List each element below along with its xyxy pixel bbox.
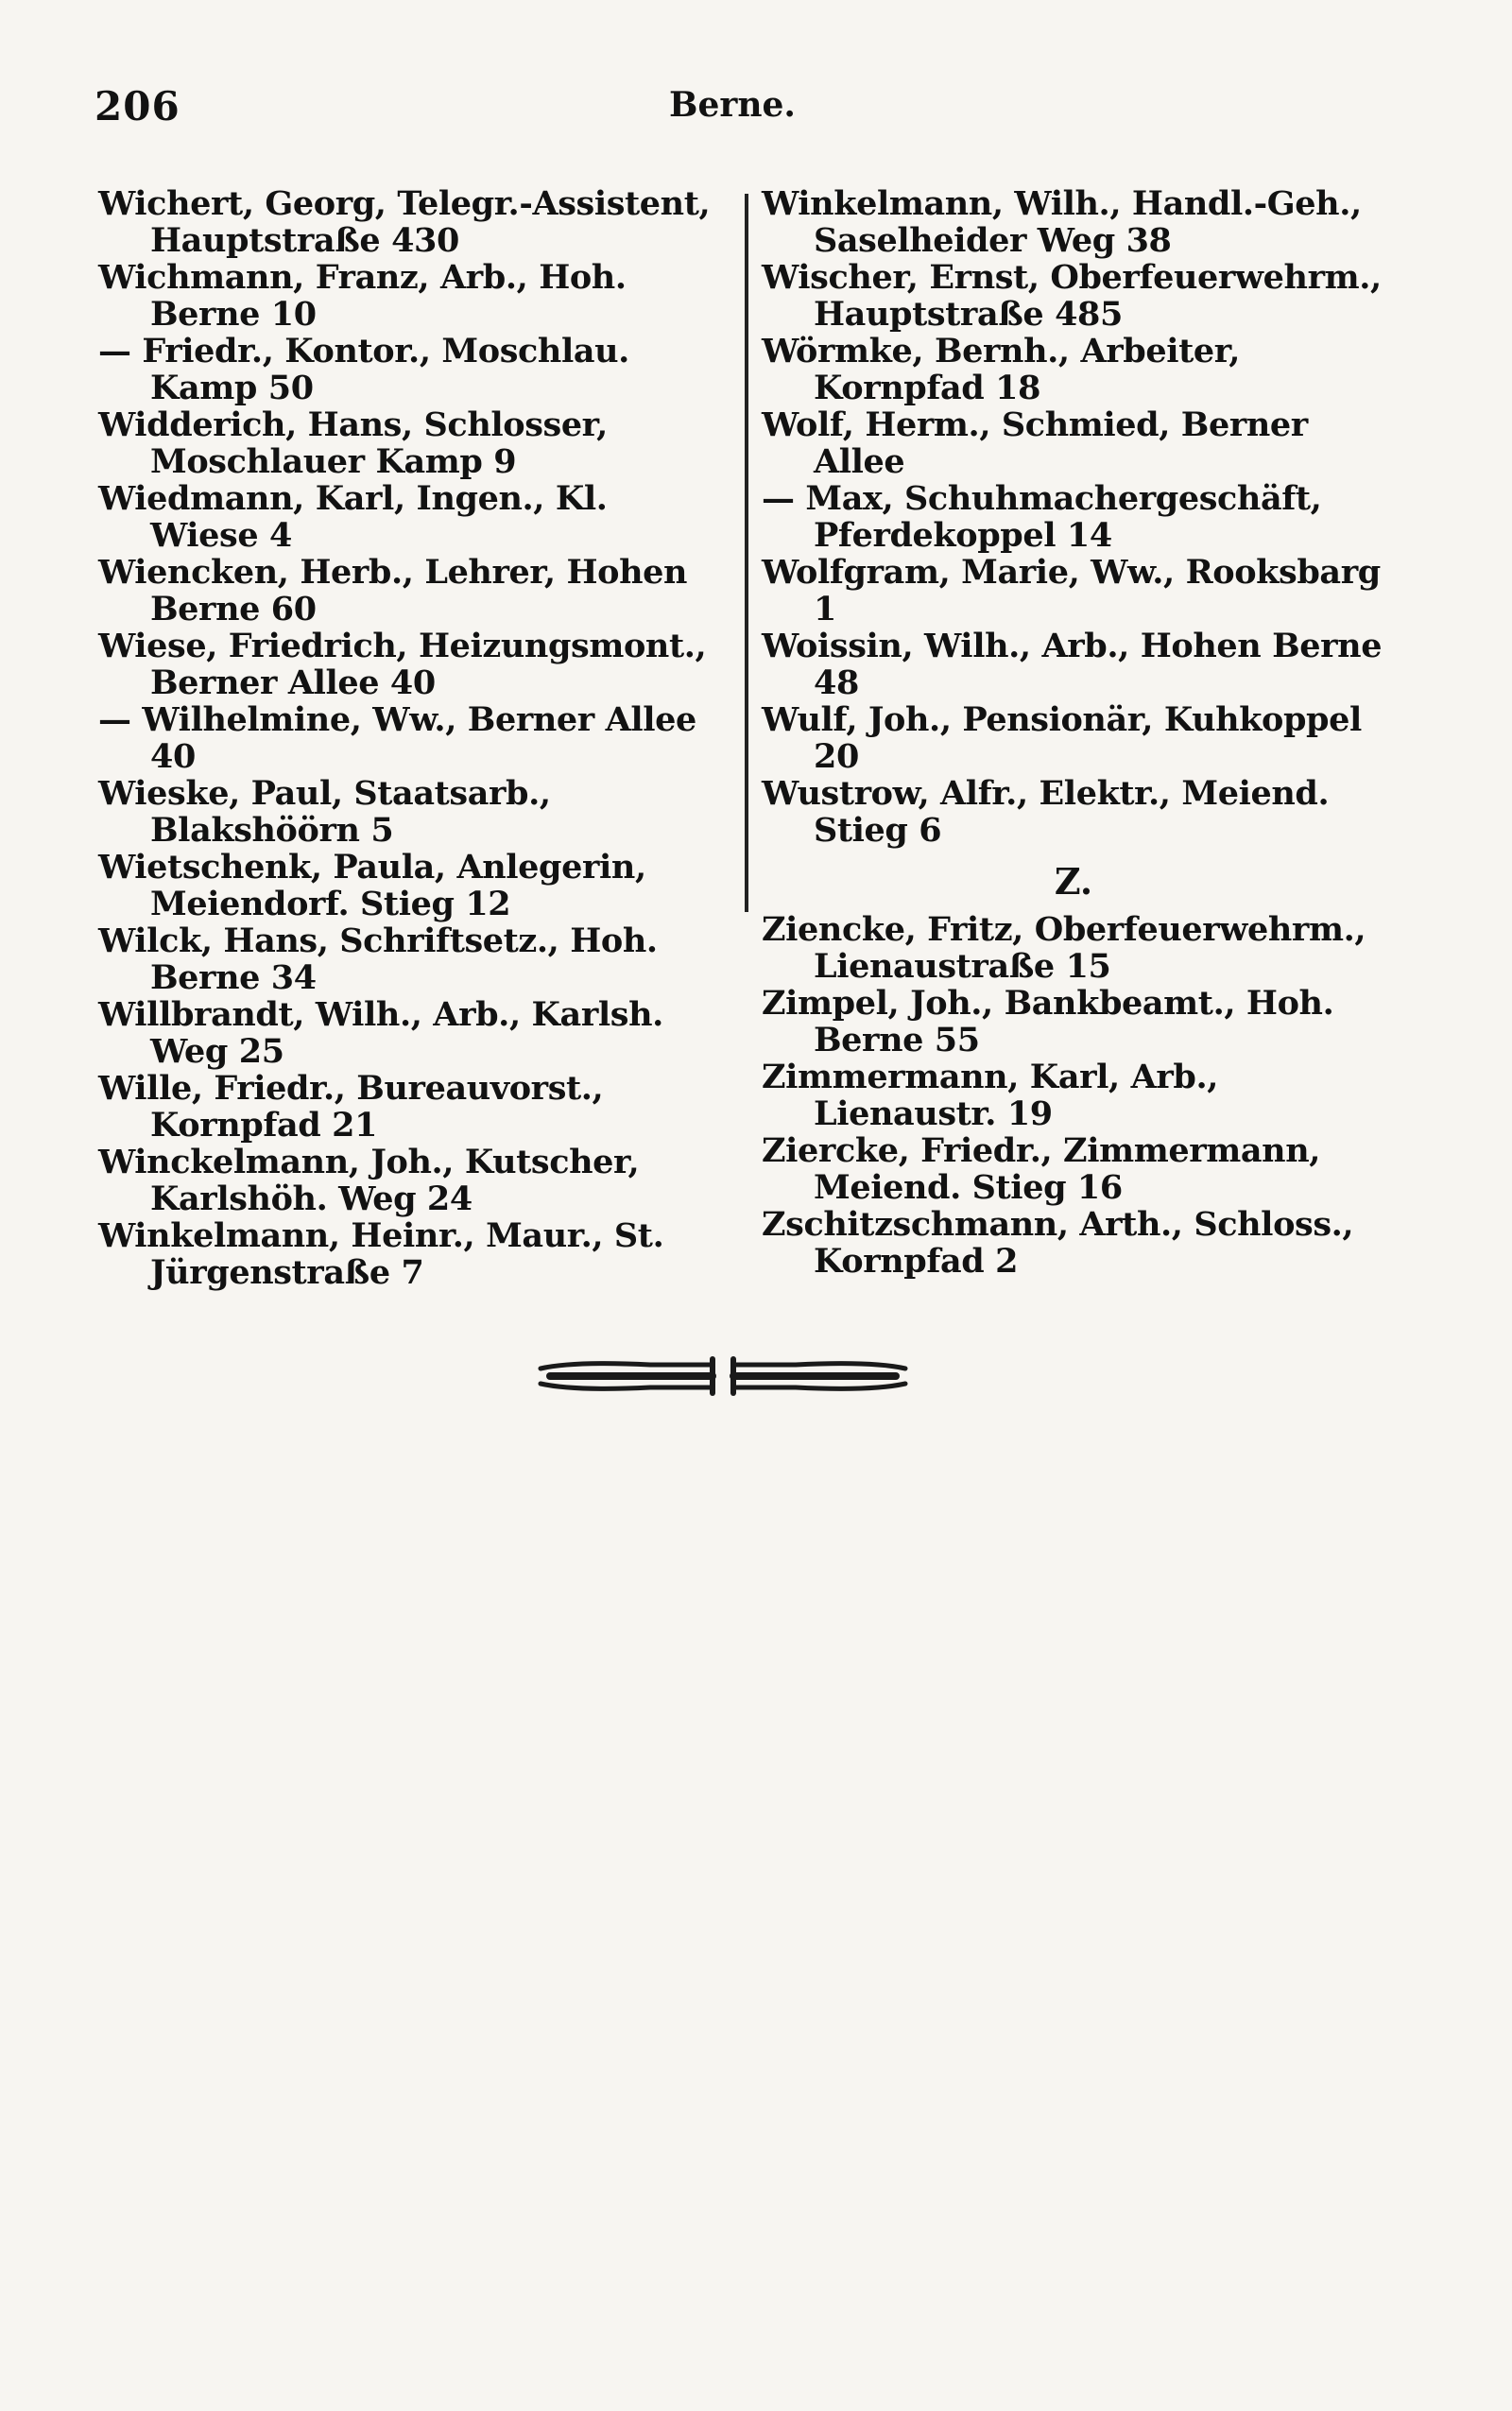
directory-entry: Wörmke, Bernh., Arbeiter, Kornpfad 18 <box>762 332 1241 407</box>
running-head: Berne. <box>669 85 796 125</box>
directory-entry: Zschitzschmann, Arth., Schloss., Kornpfad 2 <box>762 1205 1354 1281</box>
directory-entry: Wiese, Friedrich, Heizungsmont., Berner Allee 40 <box>98 627 707 702</box>
directory-entry: Winkelmann, Heinr., Maur., St. Jürgenstraße 7 <box>98 1216 664 1292</box>
page-header <box>94 83 1370 140</box>
directory-entry: Wichert, Georg, Telegr.-Assistent, Hauptstraße 430 <box>98 184 711 260</box>
page-number: 206 <box>94 83 180 129</box>
directory-entry: Willbrandt, Wilh., Arb., Karlsh. Weg 25 <box>98 995 663 1071</box>
directory-entry: — Wilhelmine, Ww., Berner Allee 40 <box>98 700 696 776</box>
directory-entry: — Max, Schuhmachergeschäft, Pferdekoppel 14 <box>762 479 1322 555</box>
column-divider <box>745 194 748 912</box>
directory-entry: Wiedmann, Karl, Ingen., Kl. Wiese 4 <box>98 479 608 555</box>
left-column <box>98 185 722 1291</box>
directory-entry: Ziencke, Fritz, Oberfeuerwehrm., Lienaustraße 15 <box>762 910 1366 986</box>
directory-entry: Wischer, Ernst, Oberfeuerwehrm., Hauptstraße 485 <box>762 258 1382 334</box>
end-of-section-ornament <box>537 1348 909 1404</box>
directory-entry: — Friedr., Kontor., Moschlau. Kamp 50 <box>98 332 629 407</box>
directory-entry: Winckelmann, Joh., Kutscher, Karlshöh. Weg 24 <box>98 1143 640 1218</box>
directory-entry: Zimmermann, Karl, Arb., Lienaustr. 19 <box>762 1058 1219 1133</box>
directory-entry: Wustrow, Alfr., Elektr., Meiend. Stieg 6 <box>762 774 1330 850</box>
directory-entry: Wichmann, Franz, Arb., Hoh. Berne 10 <box>98 258 627 334</box>
directory-entry: Widderich, Hans, Schlosser, Moschlauer Kamp 9 <box>98 405 608 481</box>
directory-entry: Woissin, Wilh., Arb., Hohen Berne 48 <box>762 627 1383 702</box>
directory-entry: Wolfgram, Marie, Ww., Rooksbarg 1 <box>762 553 1381 629</box>
directory-entry: Winkelmann, Wilh., Handl.-Geh., Saselheider Weg 38 <box>762 184 1362 260</box>
directory-entry: Wilck, Hans, Schriftsetz., Hoh. Berne 34 <box>98 921 658 997</box>
directory-entry: Wietschenk, Paula, Anlegerin, Meiendorf. Stieg 12 <box>98 848 646 923</box>
section-heading-z: Z. <box>1054 860 1093 903</box>
directory-entry: Wille, Friedr., Bureauvorst., Kornpfad 21 <box>98 1069 604 1145</box>
directory-entry: Wolf, Herm., Schmied, Berner Allee <box>762 405 1308 481</box>
right-column <box>762 185 1385 1280</box>
directory-entry: Wiencken, Herb., Lehrer, Hohen Berne 60 <box>98 553 688 629</box>
directory-entry: Wieske, Paul, Staatsarb., Blakshöörn 5 <box>98 774 551 850</box>
directory-entry: Ziercke, Friedr., Zimmermann, Meiend. Stieg 16 <box>762 1131 1321 1207</box>
directory-entry: Zimpel, Joh., Bankbeamt., Hoh. Berne 55 <box>762 984 1334 1059</box>
directory-entry: Wulf, Joh., Pensionär, Kuhkoppel 20 <box>762 700 1362 776</box>
